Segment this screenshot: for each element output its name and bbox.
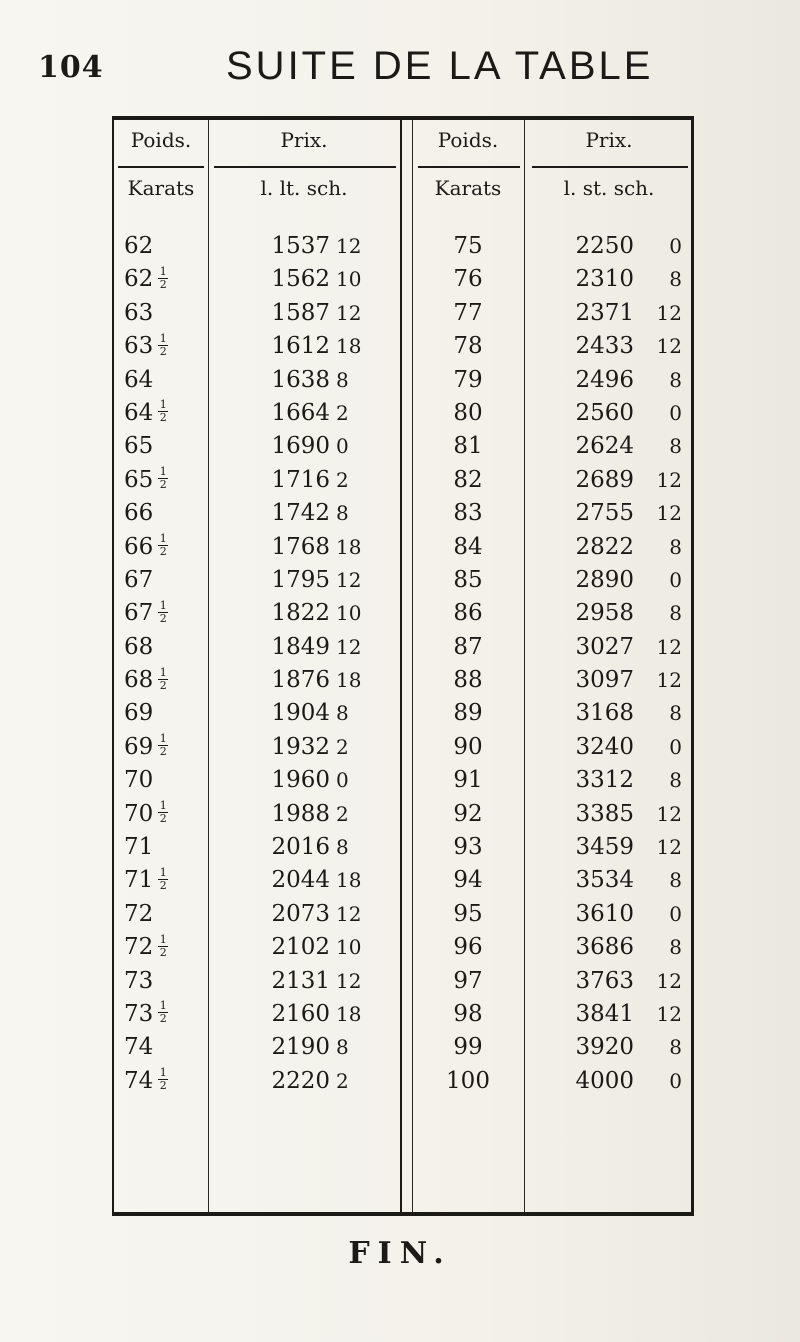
left-sous-value: 12 bbox=[336, 634, 362, 659]
right-weight-value: 92 bbox=[453, 800, 483, 827]
table-row bbox=[114, 965, 691, 998]
right-sous-value: 8 bbox=[669, 701, 682, 726]
right-sous-value: 8 bbox=[669, 267, 682, 292]
left-livres-value: 1795 bbox=[271, 566, 330, 593]
right-sous-value: 0 bbox=[669, 734, 682, 759]
header-right-price: Prix. bbox=[585, 128, 633, 152]
right-weight-value: 77 bbox=[453, 299, 483, 326]
table-row bbox=[114, 864, 691, 897]
table-row bbox=[114, 330, 691, 363]
fraction-denominator: 2 bbox=[159, 611, 167, 625]
right-weight-value: 85 bbox=[453, 566, 483, 593]
half-fraction bbox=[158, 801, 168, 824]
right-sous-value: 12 bbox=[656, 634, 682, 659]
fraction-denominator: 2 bbox=[159, 678, 167, 692]
left-livres-value: 1876 bbox=[271, 667, 330, 694]
table-header-row bbox=[114, 128, 691, 164]
page-number: 104 bbox=[38, 50, 104, 85]
left-livres-value: 2016 bbox=[271, 834, 330, 861]
left-weight-value: 68 bbox=[124, 633, 154, 660]
right-weight-value: 83 bbox=[453, 500, 483, 527]
left-livres-value: 1849 bbox=[271, 633, 330, 660]
fraction-denominator: 2 bbox=[159, 277, 167, 291]
unit-right-price: l. st. sch. bbox=[563, 176, 655, 200]
right-livres-value: 2755 bbox=[575, 500, 634, 527]
fraction-denominator: 2 bbox=[159, 344, 167, 358]
right-sous-value: 12 bbox=[656, 334, 682, 359]
right-livres-value: 4000 bbox=[575, 1067, 634, 1094]
right-sous-value: 8 bbox=[669, 601, 682, 626]
right-livres-value: 3763 bbox=[575, 967, 634, 994]
right-livres-value: 3920 bbox=[575, 1034, 634, 1061]
left-sous-value: 12 bbox=[336, 234, 362, 258]
right-weight-value: 95 bbox=[453, 900, 483, 927]
table-row bbox=[114, 831, 691, 864]
right-sous-value: 12 bbox=[656, 801, 682, 826]
left-livres-value: 1638 bbox=[271, 366, 330, 393]
half-fraction bbox=[158, 1068, 168, 1091]
page-header bbox=[0, 38, 800, 98]
half-fraction bbox=[158, 598, 168, 625]
left-livres-value: 2102 bbox=[271, 934, 330, 961]
right-sous-value: 12 bbox=[656, 467, 682, 492]
fraction-numerator: 1 bbox=[159, 1066, 167, 1080]
right-weight-value: 84 bbox=[453, 533, 483, 560]
right-sous-value: 12 bbox=[656, 835, 682, 860]
left-weight-cell bbox=[124, 1065, 208, 1098]
table-row bbox=[114, 764, 691, 797]
left-weight-value: 63 bbox=[124, 333, 154, 360]
right-sous-value: 0 bbox=[669, 234, 682, 258]
table-row bbox=[114, 464, 691, 497]
half-fraction bbox=[158, 865, 168, 892]
left-sous-value: 18 bbox=[336, 534, 362, 559]
right-sous-value: 0 bbox=[669, 901, 682, 926]
header-rule bbox=[532, 166, 688, 168]
right-livres-value: 3610 bbox=[575, 900, 634, 927]
fraction-numerator: 1 bbox=[159, 598, 167, 612]
left-weight-value: 62 bbox=[124, 233, 154, 259]
left-weight-value: 74 bbox=[124, 1067, 154, 1094]
right-livres-value: 3312 bbox=[575, 767, 634, 794]
end-mark: FIN. bbox=[348, 1236, 452, 1271]
right-livres-value: 2250 bbox=[575, 233, 634, 259]
left-weight-value: 73 bbox=[124, 1000, 154, 1027]
left-weight-cell bbox=[124, 764, 208, 797]
right-weight-value: 82 bbox=[453, 466, 483, 493]
table-row bbox=[114, 1065, 691, 1098]
fraction-denominator: 2 bbox=[159, 411, 167, 425]
left-sous-value: 2 bbox=[336, 1068, 349, 1093]
left-weight-cell bbox=[124, 464, 208, 497]
fraction-numerator: 1 bbox=[159, 398, 167, 412]
table-units-row bbox=[114, 176, 691, 212]
left-weight-value: 71 bbox=[124, 867, 154, 894]
right-weight-value: 93 bbox=[453, 834, 483, 861]
table-row bbox=[114, 297, 691, 330]
left-sous-value: 2 bbox=[336, 400, 349, 425]
table-row bbox=[114, 731, 691, 764]
left-sous-value: 8 bbox=[336, 701, 349, 726]
table-row bbox=[114, 931, 691, 964]
left-weight-cell bbox=[124, 864, 208, 897]
left-weight-cell bbox=[124, 898, 208, 931]
half-fraction bbox=[158, 400, 168, 423]
left-weight-value: 68 bbox=[124, 667, 154, 694]
left-weight-cell bbox=[124, 931, 208, 964]
left-sous-value: 12 bbox=[336, 567, 362, 592]
fraction-denominator: 2 bbox=[159, 945, 167, 959]
right-weight-value: 76 bbox=[453, 266, 483, 293]
half-fraction bbox=[158, 331, 168, 358]
table-row bbox=[114, 263, 691, 296]
right-sous-value: 0 bbox=[669, 1068, 682, 1093]
fraction-denominator: 2 bbox=[159, 478, 167, 492]
left-livres-value: 1988 bbox=[271, 800, 330, 827]
unit-left-price: l. lt. sch. bbox=[260, 176, 348, 200]
left-sous-value: 0 bbox=[336, 434, 349, 459]
header-rule bbox=[214, 166, 396, 168]
header-right-weight: Poids. bbox=[437, 128, 499, 152]
left-livres-value: 2131 bbox=[271, 967, 330, 994]
left-livres-value: 1587 bbox=[271, 299, 330, 326]
right-livres-value: 2496 bbox=[575, 366, 634, 393]
fraction-numerator: 1 bbox=[159, 331, 167, 345]
left-weight-value: 62 bbox=[124, 266, 154, 293]
right-weight-value: 100 bbox=[446, 1067, 490, 1094]
right-weight-value: 97 bbox=[453, 967, 483, 994]
left-sous-value: 10 bbox=[336, 935, 362, 960]
right-livres-value: 3686 bbox=[575, 934, 634, 961]
half-fraction bbox=[158, 665, 168, 692]
right-weight-value: 89 bbox=[453, 700, 483, 727]
left-weight-value: 71 bbox=[124, 834, 154, 861]
right-sous-value: 8 bbox=[669, 434, 682, 459]
header-rule bbox=[418, 166, 520, 168]
right-weight-value: 94 bbox=[453, 867, 483, 894]
left-sous-value: 8 bbox=[336, 835, 349, 860]
fraction-numerator: 1 bbox=[159, 532, 167, 546]
left-weight-cell bbox=[124, 564, 208, 597]
fraction-denominator: 2 bbox=[159, 878, 167, 892]
header-rule bbox=[118, 166, 204, 168]
right-sous-value: 8 bbox=[669, 768, 682, 793]
left-weight-cell bbox=[124, 664, 208, 697]
left-weight-cell bbox=[124, 497, 208, 530]
left-livres-value: 1716 bbox=[271, 466, 330, 493]
right-livres-value: 3841 bbox=[575, 1000, 634, 1027]
fraction-numerator: 1 bbox=[159, 665, 167, 679]
left-sous-value: 10 bbox=[336, 601, 362, 626]
right-weight-value: 87 bbox=[453, 633, 483, 660]
right-livres-value: 2958 bbox=[575, 600, 634, 627]
half-fraction bbox=[158, 534, 168, 557]
table-row bbox=[114, 564, 691, 597]
table-body bbox=[114, 230, 691, 1098]
table-row bbox=[114, 430, 691, 463]
left-sous-value: 12 bbox=[336, 300, 362, 325]
left-sous-value: 0 bbox=[336, 768, 349, 793]
left-weight-cell bbox=[124, 430, 208, 463]
left-weight-cell bbox=[124, 531, 208, 564]
half-fraction bbox=[158, 1001, 168, 1024]
left-weight-cell bbox=[124, 597, 208, 630]
right-livres-value: 2560 bbox=[575, 399, 634, 426]
left-livres-value: 1537 bbox=[271, 233, 330, 259]
left-livres-value: 1904 bbox=[271, 700, 330, 727]
left-livres-value: 1690 bbox=[271, 433, 330, 460]
table-row bbox=[114, 798, 691, 831]
half-fraction bbox=[158, 467, 168, 490]
right-weight-value: 80 bbox=[453, 399, 483, 426]
table-row bbox=[114, 364, 691, 397]
fraction-numerator: 1 bbox=[159, 999, 167, 1013]
left-sous-value: 12 bbox=[336, 901, 362, 926]
right-livres-value: 3459 bbox=[575, 834, 634, 861]
left-livres-value: 2073 bbox=[271, 900, 330, 927]
right-weight-value: 90 bbox=[453, 733, 483, 760]
right-sous-value: 12 bbox=[656, 968, 682, 993]
left-weight-value: 65 bbox=[124, 466, 154, 493]
unit-right-weight: Karats bbox=[434, 176, 502, 200]
right-livres-value: 3027 bbox=[575, 633, 634, 660]
left-weight-cell bbox=[124, 731, 208, 764]
left-weight-value: 63 bbox=[124, 299, 154, 326]
right-weight-value: 98 bbox=[453, 1000, 483, 1027]
left-weight-value: 65 bbox=[124, 433, 154, 460]
left-livres-value: 1742 bbox=[271, 500, 330, 527]
fraction-numerator: 1 bbox=[159, 865, 167, 879]
right-weight-value: 99 bbox=[453, 1034, 483, 1061]
left-weight-cell bbox=[124, 230, 208, 263]
fraction-denominator: 2 bbox=[159, 1012, 167, 1026]
left-livres-value: 2220 bbox=[271, 1067, 330, 1094]
table-row bbox=[114, 531, 691, 564]
left-weight-cell bbox=[124, 998, 208, 1031]
table-row bbox=[114, 497, 691, 530]
left-sous-value: 18 bbox=[336, 1001, 362, 1026]
right-sous-value: 8 bbox=[669, 1035, 682, 1060]
fraction-numerator: 1 bbox=[159, 932, 167, 946]
right-livres-value: 2624 bbox=[575, 433, 634, 460]
left-weight-value: 73 bbox=[124, 967, 154, 994]
right-livres-value: 3168 bbox=[575, 700, 634, 727]
left-weight-cell bbox=[124, 397, 208, 430]
left-weight-value: 72 bbox=[124, 900, 154, 927]
price-table bbox=[112, 116, 694, 1216]
right-weight-value: 75 bbox=[453, 233, 483, 259]
right-weight-value: 78 bbox=[453, 333, 483, 360]
left-sous-value: 2 bbox=[336, 801, 349, 826]
right-weight-value: 96 bbox=[453, 934, 483, 961]
half-fraction bbox=[158, 932, 168, 959]
right-weight-value: 79 bbox=[453, 366, 483, 393]
table-row bbox=[114, 397, 691, 430]
half-fraction bbox=[158, 264, 168, 291]
fraction-numerator: 1 bbox=[159, 264, 167, 278]
right-livres-value: 2371 bbox=[575, 299, 634, 326]
left-sous-value: 18 bbox=[336, 668, 362, 693]
left-weight-value: 74 bbox=[124, 1034, 154, 1061]
right-sous-value: 8 bbox=[669, 367, 682, 392]
header-left-price: Prix. bbox=[280, 128, 328, 152]
left-weight-value: 69 bbox=[124, 733, 154, 760]
right-livres-value: 3534 bbox=[575, 867, 634, 894]
left-livres-value: 1822 bbox=[271, 600, 330, 627]
left-livres-value: 2160 bbox=[271, 1000, 330, 1027]
left-sous-value: 10 bbox=[336, 267, 362, 292]
fraction-denominator: 2 bbox=[159, 812, 167, 826]
right-sous-value: 12 bbox=[656, 668, 682, 693]
left-sous-value: 2 bbox=[336, 734, 349, 759]
right-livres-value: 2433 bbox=[575, 333, 634, 360]
left-livres-value: 1932 bbox=[271, 733, 330, 760]
right-sous-value: 12 bbox=[656, 300, 682, 325]
right-weight-value: 86 bbox=[453, 600, 483, 627]
left-weight-value: 64 bbox=[124, 399, 154, 426]
table-row bbox=[114, 631, 691, 664]
table-row bbox=[114, 697, 691, 730]
left-weight-value: 70 bbox=[124, 800, 154, 827]
left-weight-value: 67 bbox=[124, 566, 154, 593]
left-weight-value: 69 bbox=[124, 700, 154, 727]
half-fraction bbox=[158, 734, 168, 757]
table-row bbox=[114, 230, 691, 263]
table-row bbox=[114, 1031, 691, 1064]
left-livres-value: 1612 bbox=[271, 333, 330, 360]
fraction-numerator: 1 bbox=[159, 465, 167, 479]
left-sous-value: 8 bbox=[336, 501, 349, 526]
left-weight-value: 66 bbox=[124, 533, 154, 560]
right-livres-value: 2310 bbox=[575, 266, 634, 293]
left-weight-cell bbox=[124, 1031, 208, 1064]
left-weight-cell bbox=[124, 330, 208, 363]
left-weight-value: 66 bbox=[124, 500, 154, 527]
right-sous-value: 0 bbox=[669, 567, 682, 592]
left-livres-value: 1664 bbox=[271, 399, 330, 426]
header-left-weight: Poids. bbox=[130, 128, 192, 152]
left-weight-value: 72 bbox=[124, 934, 154, 961]
right-livres-value: 3385 bbox=[575, 800, 634, 827]
fraction-numerator: 1 bbox=[159, 799, 167, 813]
left-weight-cell bbox=[124, 697, 208, 730]
table-row bbox=[114, 898, 691, 931]
right-sous-value: 8 bbox=[669, 935, 682, 960]
left-weight-cell bbox=[124, 631, 208, 664]
left-weight-cell bbox=[124, 263, 208, 296]
right-sous-value: 8 bbox=[669, 868, 682, 893]
fraction-denominator: 2 bbox=[159, 545, 167, 559]
left-livres-value: 1562 bbox=[271, 266, 330, 293]
left-weight-value: 64 bbox=[124, 366, 154, 393]
left-livres-value: 1960 bbox=[271, 767, 330, 794]
left-weight-cell bbox=[124, 965, 208, 998]
left-sous-value: 8 bbox=[336, 1035, 349, 1060]
running-title: SUITE DE LA TABLE bbox=[226, 44, 654, 88]
fraction-numerator: 1 bbox=[159, 732, 167, 746]
right-livres-value: 2890 bbox=[575, 566, 634, 593]
left-sous-value: 12 bbox=[336, 968, 362, 993]
right-weight-value: 88 bbox=[453, 667, 483, 694]
left-weight-cell bbox=[124, 798, 208, 831]
left-livres-value: 2190 bbox=[271, 1034, 330, 1061]
right-livres-value: 3240 bbox=[575, 733, 634, 760]
right-livres-value: 2689 bbox=[575, 466, 634, 493]
right-livres-value: 3097 bbox=[575, 667, 634, 694]
left-sous-value: 18 bbox=[336, 334, 362, 359]
fraction-denominator: 2 bbox=[159, 1079, 167, 1093]
left-weight-value: 67 bbox=[124, 600, 154, 627]
right-weight-value: 91 bbox=[453, 767, 483, 794]
right-sous-value: 12 bbox=[656, 501, 682, 526]
left-sous-value: 18 bbox=[336, 868, 362, 893]
right-livres-value: 2822 bbox=[575, 533, 634, 560]
left-livres-value: 1768 bbox=[271, 533, 330, 560]
right-weight-value: 81 bbox=[453, 433, 483, 460]
fraction-denominator: 2 bbox=[159, 745, 167, 759]
right-sous-value: 8 bbox=[669, 534, 682, 559]
unit-left-weight: Karats bbox=[127, 176, 195, 200]
left-sous-value: 8 bbox=[336, 367, 349, 392]
table-row bbox=[114, 597, 691, 630]
left-weight-value: 70 bbox=[124, 767, 154, 794]
left-livres-value: 2044 bbox=[271, 867, 330, 894]
left-sous-value: 2 bbox=[336, 467, 349, 492]
table-row bbox=[114, 998, 691, 1031]
left-weight-cell bbox=[124, 364, 208, 397]
left-weight-cell bbox=[124, 831, 208, 864]
right-sous-value: 12 bbox=[656, 1001, 682, 1026]
table-row bbox=[114, 664, 691, 697]
right-sous-value: 0 bbox=[669, 400, 682, 425]
left-weight-cell bbox=[124, 297, 208, 330]
